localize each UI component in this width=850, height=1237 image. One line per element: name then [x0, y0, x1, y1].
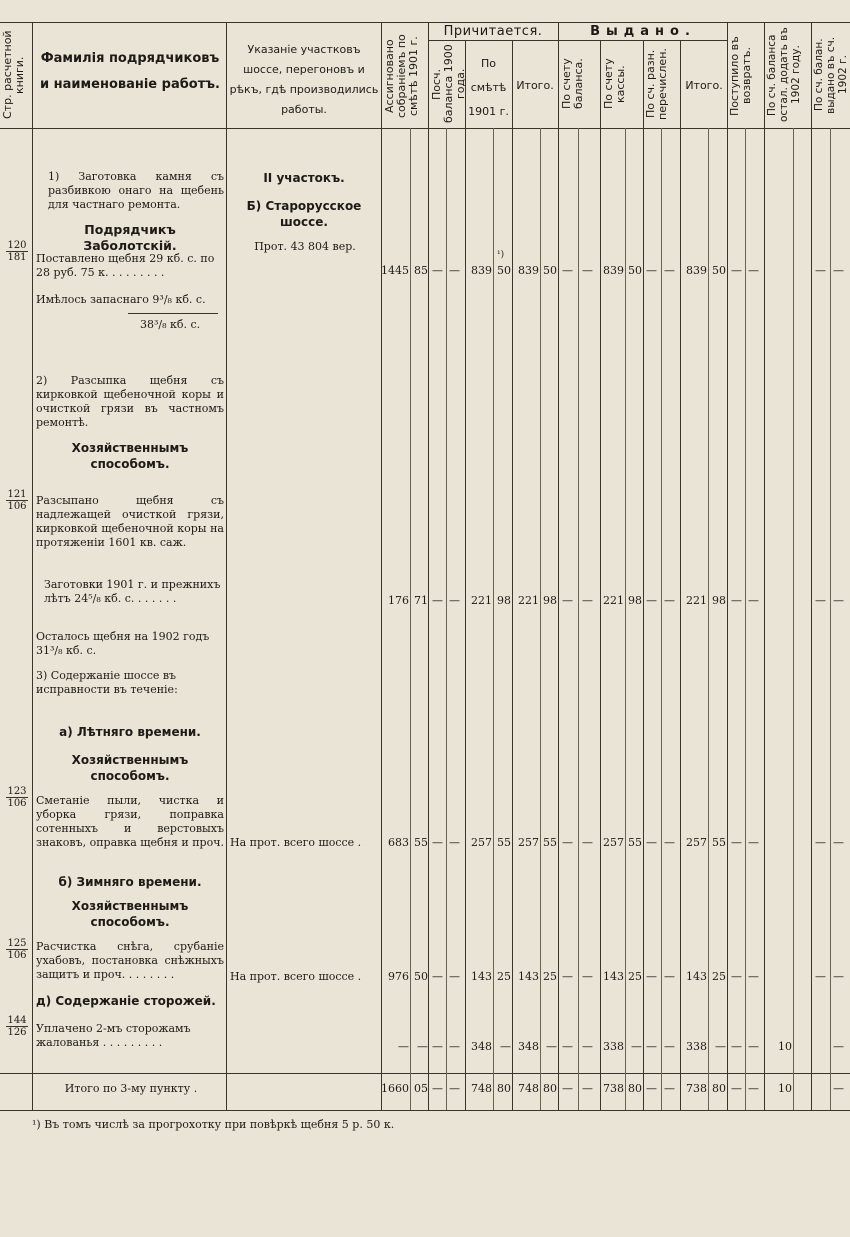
kopeck-line	[661, 128, 662, 1110]
cell-iss-tot_r: 738	[686, 1082, 707, 1095]
cell-iss-tot_k: 25	[712, 970, 726, 983]
empty-cell-dash: —	[582, 264, 593, 277]
kopeck-line	[446, 128, 447, 1110]
empty-cell-dash: —	[646, 836, 657, 849]
method-label-3: Хозяйственнымъ способомъ.	[71, 899, 189, 929]
empty-cell-dash: —	[582, 1040, 593, 1053]
cell-due-est_r: 257	[471, 836, 492, 849]
cell-cash-k: 50	[628, 264, 642, 277]
header-due-group: Причитается.	[443, 24, 543, 39]
cell-assigned-k: 50	[414, 970, 428, 983]
empty-cell-dash: —	[748, 594, 759, 607]
empty-cell-dash: —	[562, 1082, 573, 1095]
row4-location: На прот. всего шоссе .	[230, 970, 362, 983]
cell-cash-k: 25	[628, 970, 642, 983]
kopeck-line	[625, 128, 626, 1110]
empty-cell-dash: —	[748, 970, 759, 983]
col-line	[643, 40, 644, 1110]
cell-due-tot_k: 25	[543, 970, 557, 983]
cell-iss-tot_r: 839	[686, 264, 707, 277]
empty-cell-dash: —	[731, 594, 742, 607]
empty-cell-dash: —	[748, 1082, 759, 1095]
cell-assigned-r: 976	[388, 970, 409, 983]
item1-title: 1) Заготовка камня съ разбивкою онаго на щебень для частнаго ремонта.	[48, 170, 224, 211]
cell-assigned-k: 05	[414, 1082, 428, 1095]
cell-due-est_r: 839	[471, 264, 492, 277]
empty-cell-dash: —	[664, 594, 675, 607]
cell-cash-k: —	[631, 1040, 642, 1053]
header-bottom-line	[0, 128, 850, 129]
cell-due-tot_r: 748	[518, 1082, 539, 1095]
empty-cell-dash: —	[664, 264, 675, 277]
cell-iss-tot_r: 338	[686, 1040, 707, 1053]
item2-stock: Заготовки 1901 г. и прежнихъ лѣтъ 24⁵/₈ кб. с. . . . . . .	[44, 578, 221, 605]
page-ref: 121 106	[7, 489, 27, 512]
col-line	[381, 22, 382, 1110]
header-iss-total: Итого.	[685, 79, 723, 92]
empty-cell-dash: —	[833, 1040, 844, 1053]
empty-cell-dash: —	[815, 264, 826, 277]
cell-cash-r: 143	[603, 970, 624, 983]
empty-cell-dash: —	[664, 836, 675, 849]
empty-cell-dash: —	[432, 970, 443, 983]
guard-text: Уплачено 2-мъ сторожамъ жалованья . . . . . . . . .	[36, 1022, 191, 1049]
footnote-marker: ¹)	[497, 250, 505, 260]
cell-cash-r: 221	[603, 594, 624, 607]
cell-due-tot_k: 50	[543, 264, 557, 277]
cell-assigned-k: 85	[414, 264, 428, 277]
header-balance-pay: По сч. баланса остал. додать въ 1902 году.	[766, 27, 802, 123]
empty-cell-dash: —	[833, 264, 844, 277]
cell-assigned-k: —	[417, 1040, 428, 1053]
cell-cash-k: 98	[628, 594, 642, 607]
cell-due-est_r: 348	[471, 1040, 492, 1053]
empty-cell-dash: —	[748, 1040, 759, 1053]
item2-left: Осталось щебня на 1902 годъ 31³/₈ кб. с.	[36, 630, 210, 657]
empty-cell-dash: —	[833, 1082, 844, 1095]
item3-title: 3) Содержаніе шоссе въ исправности въ теченіе:	[36, 669, 178, 696]
winter-label: б) Зимняго времени.	[58, 875, 202, 889]
cell-due-tot_k: —	[546, 1040, 557, 1053]
empty-cell-dash: —	[664, 1082, 675, 1095]
empty-cell-dash: —	[731, 836, 742, 849]
page-ref: 125 106	[7, 938, 27, 961]
cell-due-tot_k: 55	[543, 836, 557, 849]
col-line	[811, 22, 812, 1110]
cell-assigned-k: 71	[414, 594, 428, 607]
cell-iss-tot_k: 50	[712, 264, 726, 277]
col-line	[680, 40, 681, 1110]
summer-label: а) Лѣтняго времени.	[59, 725, 201, 739]
item2-title: 2) Разсыпка щебня съ кирковкой щебеночной коры и очисткой грязи въ частномъ ремонтѣ.	[36, 374, 224, 429]
empty-cell-dash: —	[646, 970, 657, 983]
cell-assigned-r: 176	[388, 594, 409, 607]
col-line	[600, 40, 601, 1110]
empty-cell-dash: —	[582, 970, 593, 983]
road-label: Б) Старорусское шоссе.	[246, 199, 362, 229]
cell-iss-tot_r: 221	[686, 594, 707, 607]
item2-text: Разсыпано щебня съ надлежащей очисткой грязи, кирковкой щебеночной коры на протяженіи 1601 кв. саж.	[36, 494, 224, 549]
cell-assigned-r: —	[398, 1040, 409, 1053]
cell-due-tot_k: 98	[543, 594, 557, 607]
empty-cell-dash: —	[731, 1040, 742, 1053]
empty-cell-dash: —	[562, 836, 573, 849]
item3b-text: Расчистка снѣга, срубаніе ухабовъ, постановка снѣжныхъ защитъ и проч. . . . . . . .	[36, 940, 224, 981]
cell-due-tot_r: 839	[518, 264, 539, 277]
col-line	[764, 22, 765, 1110]
col-line	[32, 22, 33, 1110]
empty-cell-dash: —	[449, 594, 460, 607]
cell-balance-pay: 10	[778, 1040, 792, 1053]
row3-location: На прот. всего шоссе .	[230, 836, 362, 849]
cell-iss-tot_k: 80	[712, 1082, 726, 1095]
contractor-label: Подрядчикъ Заболотскій.	[83, 222, 177, 253]
cell-cash-k: 80	[628, 1082, 642, 1095]
header-returned: Поступило въ возвратъ.	[728, 36, 753, 116]
guard-title: д) Содержаніе сторожей.	[36, 994, 216, 1008]
cell-iss-tot_r: 257	[686, 836, 707, 849]
empty-cell-dash: —	[646, 1082, 657, 1095]
col-line	[465, 40, 466, 1110]
cell-due-est_r: 221	[471, 594, 492, 607]
cell-due-est_r: 143	[471, 970, 492, 983]
empty-cell-dash: —	[646, 594, 657, 607]
header-due-estimate: По смѣтѣ 1901 г.	[468, 57, 509, 118]
kopeck-line	[578, 128, 579, 1110]
col-line	[428, 22, 429, 1110]
cell-iss-tot_k: —	[715, 1040, 726, 1053]
empty-cell-dash: —	[449, 836, 460, 849]
cell-due-est_k: —	[500, 1040, 511, 1053]
table-bottom-line	[0, 1110, 850, 1111]
cell-due-est_k: 80	[497, 1082, 511, 1095]
method-label-2: Хозяйственнымъ способомъ.	[71, 753, 189, 783]
header-iss-transfer: По сч. разн. перечислен.	[644, 48, 669, 120]
empty-cell-dash: —	[748, 836, 759, 849]
cell-iss-tot_r: 143	[686, 970, 707, 983]
empty-cell-dash: —	[562, 970, 573, 983]
header-due-total: Итого.	[516, 79, 554, 92]
cell-due-tot_r: 348	[518, 1040, 539, 1053]
cell-assigned-r: 1445	[381, 264, 409, 277]
empty-cell-dash: —	[815, 594, 826, 607]
cell-assigned-k: 55	[414, 836, 428, 849]
cell-due-est_r: 748	[471, 1082, 492, 1095]
empty-cell-dash: —	[833, 970, 844, 983]
empty-cell-dash: —	[582, 594, 593, 607]
cell-cash-k: 55	[628, 836, 642, 849]
empty-cell-dash: —	[731, 1082, 742, 1095]
cell-due-est_k: 25	[497, 970, 511, 983]
cell-assigned-r: 683	[388, 836, 409, 849]
empty-cell-dash: —	[582, 836, 593, 849]
header-page-col: Стр. расчетной книги.	[1, 30, 26, 120]
empty-cell-dash: —	[432, 264, 443, 277]
col-line	[226, 22, 227, 1110]
cell-assigned-r: 1660	[381, 1082, 409, 1095]
empty-cell-dash: —	[731, 264, 742, 277]
empty-cell-dash: —	[449, 1082, 460, 1095]
kopeck-line	[830, 128, 831, 1110]
col-line	[558, 22, 559, 1110]
empty-cell-dash: —	[449, 1040, 460, 1053]
page-ref: 120 181	[7, 240, 27, 263]
cell-due-est_k: 55	[497, 836, 511, 849]
item3a-text: Сметаніе пыли, чистка и уборка грязи, поправка сотенныхъ и верстовыхъ знаковъ, оправка щебня и проч.	[36, 794, 224, 849]
kopeck-line	[793, 128, 794, 1110]
cell-due-est_k: 98	[497, 594, 511, 607]
empty-cell-dash: —	[562, 594, 573, 607]
header-name-col: Фамилія подрядчиковъ и наименованіе работъ.	[40, 51, 220, 92]
header-issued-group: Выдано.	[590, 24, 696, 39]
total-label: Итого по 3-му пункту .	[64, 1082, 198, 1095]
empty-cell-dash: —	[748, 264, 759, 277]
kopeck-line	[493, 128, 494, 1110]
empty-cell-dash: —	[449, 264, 460, 277]
cell-cash-r: 257	[603, 836, 624, 849]
cell-due-est_k: 50	[497, 264, 511, 277]
kopeck-line	[745, 128, 746, 1110]
kopeck-line	[708, 128, 709, 1110]
header-iss-balance: По счету баланса.	[560, 58, 585, 110]
cell-due-tot_r: 221	[518, 594, 539, 607]
empty-cell-dash: —	[833, 594, 844, 607]
cell-iss-tot_k: 98	[712, 594, 726, 607]
empty-cell-dash: —	[664, 970, 675, 983]
empty-cell-dash: —	[432, 1040, 443, 1053]
empty-cell-dash: —	[562, 264, 573, 277]
item1-delivered: Поставлено щебня 29 кб. с. по 28 руб. 75 к. . . . . . . . .	[36, 252, 215, 279]
item1-reserve: Имѣлось запаснаго 9³/₈ кб. с.	[36, 293, 206, 306]
item1-sum: 38³/₈ кб. с.	[140, 318, 201, 331]
empty-cell-dash: —	[646, 264, 657, 277]
kopeck-line	[410, 128, 411, 1110]
empty-cell-dash: —	[833, 836, 844, 849]
cell-balance-pay: 10	[778, 1082, 792, 1095]
cell-cash-r: 839	[603, 264, 624, 277]
empty-cell-dash: —	[449, 970, 460, 983]
header-due-balance: Посч. баланса 1900 года.	[430, 44, 467, 124]
empty-cell-dash: —	[646, 1040, 657, 1053]
empty-cell-dash: —	[815, 970, 826, 983]
empty-cell-dash: —	[664, 1040, 675, 1053]
empty-cell-dash: —	[432, 594, 443, 607]
header-balance-issued: По сч. балан. выдано въ сч. 1902 г.	[813, 36, 849, 114]
header-location-col: Указаніе участковъ шоссе, перегоновъ и рѣкъ, гдѣ производились работы.	[229, 43, 379, 116]
page-ref: 144 126	[7, 1015, 27, 1038]
col-line	[512, 40, 513, 1110]
header-iss-cash: По счету кассы.	[602, 58, 627, 110]
footnote: ¹) Въ томъ числѣ за прогрохотку при повѣркѣ щебня 5 р. 50 к.	[32, 1118, 395, 1131]
cell-cash-r: 338	[603, 1040, 624, 1053]
empty-cell-dash: —	[432, 836, 443, 849]
cell-iss-tot_k: 55	[712, 836, 726, 849]
cell-due-tot_r: 257	[518, 836, 539, 849]
empty-cell-dash: —	[582, 1082, 593, 1095]
page-ref: 123 106	[7, 786, 27, 809]
empty-cell-dash: —	[815, 836, 826, 849]
header-assigned-col: Ассигновано собраніемъ по смѣтѣ 1901 г.	[383, 34, 420, 118]
method-label: Хозяйственнымъ способомъ.	[71, 441, 189, 471]
total-top-line	[0, 1073, 850, 1074]
cell-cash-r: 738	[603, 1082, 624, 1095]
road-length: Прот. 43 804 вер.	[254, 240, 356, 253]
cell-due-tot_k: 80	[543, 1082, 557, 1095]
empty-cell-dash: —	[562, 1040, 573, 1053]
kopeck-line	[540, 128, 541, 1110]
section-label: II участокъ.	[263, 171, 345, 185]
empty-cell-dash: —	[731, 970, 742, 983]
sum-line	[128, 313, 218, 314]
empty-cell-dash: —	[432, 1082, 443, 1095]
cell-due-tot_r: 143	[518, 970, 539, 983]
col-line	[727, 22, 728, 1110]
